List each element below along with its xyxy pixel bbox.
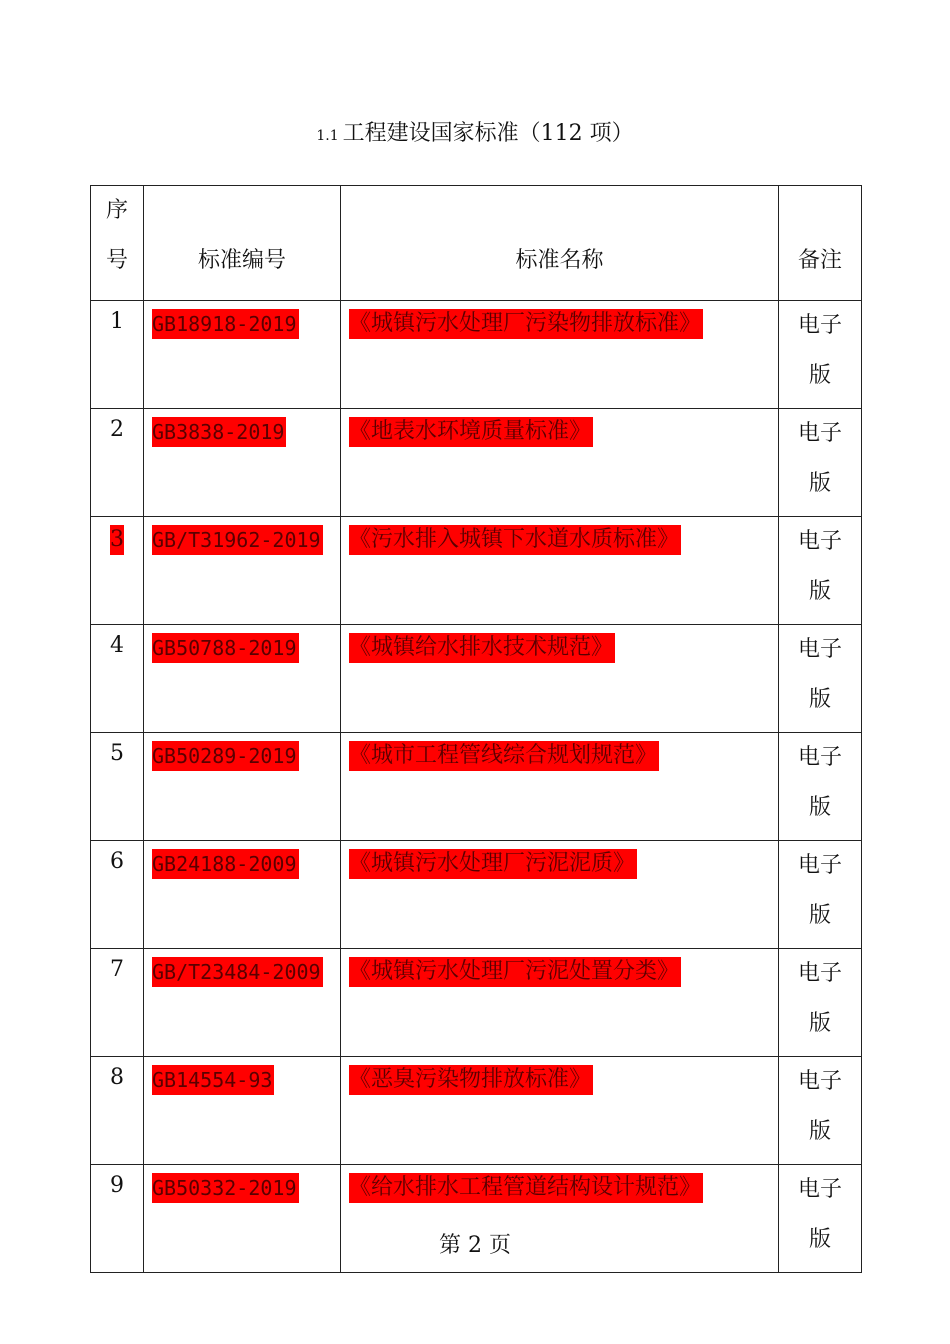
seq-value: 8 bbox=[110, 1065, 124, 1090]
standard-name: 《城镇给水排水技术规范》 bbox=[349, 633, 615, 663]
cell-seq bbox=[91, 301, 144, 409]
header-name-label: 标准名称 bbox=[515, 248, 604, 273]
table-row bbox=[91, 1057, 862, 1165]
seq-value: 4 bbox=[110, 633, 124, 658]
standard-code: GB50332-2019 bbox=[152, 1173, 299, 1203]
cell-seq bbox=[91, 517, 144, 625]
standard-code: GB/T23484-2009 bbox=[152, 957, 323, 987]
cell-seq bbox=[91, 409, 144, 517]
standard-name: 《城镇污水处理厂污泥处置分类》 bbox=[349, 957, 681, 987]
cell-note bbox=[779, 841, 862, 949]
standard-name: 《城镇污水处理厂污染物排放标准》 bbox=[349, 309, 703, 339]
note-value: 电子版 bbox=[797, 637, 842, 712]
cell-code bbox=[144, 625, 341, 733]
cell-note bbox=[779, 1057, 862, 1165]
seq-value: 9 bbox=[110, 1173, 124, 1198]
standard-name: 《城市工程管线综合规划规范》 bbox=[349, 741, 659, 771]
standard-code: GB3838-2019 bbox=[152, 417, 286, 447]
standard-code: GB50788-2019 bbox=[152, 633, 299, 663]
seq-value: 2 bbox=[110, 417, 124, 442]
cell-note bbox=[779, 301, 862, 409]
cell-seq bbox=[91, 949, 144, 1057]
cell-seq bbox=[91, 841, 144, 949]
note-value: 电子版 bbox=[797, 313, 842, 388]
table-row bbox=[91, 841, 862, 949]
cell-name bbox=[341, 517, 779, 625]
table-row bbox=[91, 733, 862, 841]
table-row bbox=[91, 517, 862, 625]
cell-name bbox=[341, 1057, 779, 1165]
note-value: 电子版 bbox=[797, 529, 842, 604]
header-code-label: 标准编号 bbox=[197, 248, 286, 273]
note-value: 电子版 bbox=[797, 745, 842, 820]
cell-note bbox=[779, 949, 862, 1057]
seq-value: 3 bbox=[110, 525, 124, 555]
header-name bbox=[341, 186, 779, 301]
seq-value: 6 bbox=[110, 849, 124, 874]
table-row bbox=[91, 409, 862, 517]
cell-note bbox=[779, 733, 862, 841]
standard-code: GB/T31962-2019 bbox=[152, 525, 323, 555]
note-value: 电子版 bbox=[797, 961, 842, 1036]
note-value: 电子版 bbox=[797, 1177, 842, 1252]
header-seq-label: 序号 bbox=[105, 198, 128, 273]
cell-seq bbox=[91, 733, 144, 841]
section-title bbox=[0, 118, 950, 152]
cell-name bbox=[341, 625, 779, 733]
cell-code bbox=[144, 1057, 341, 1165]
table-row bbox=[91, 949, 862, 1057]
table-header-row bbox=[91, 186, 862, 301]
table-row bbox=[91, 301, 862, 409]
standard-code: GB18918-2019 bbox=[152, 309, 299, 339]
standard-code: GB14554-93 bbox=[152, 1065, 274, 1095]
note-value: 电子版 bbox=[797, 1069, 842, 1144]
cell-seq bbox=[91, 1057, 144, 1165]
standard-name: 《地表水环境质量标准》 bbox=[349, 417, 593, 447]
cell-note bbox=[779, 409, 862, 517]
standards-table bbox=[90, 185, 862, 1273]
cell-code bbox=[144, 409, 341, 517]
section-number: 1.1 bbox=[316, 128, 339, 144]
cell-note bbox=[779, 517, 862, 625]
cell-code bbox=[144, 949, 341, 1057]
cell-name bbox=[341, 733, 779, 841]
cell-code bbox=[144, 517, 341, 625]
seq-value: 1 bbox=[110, 309, 124, 334]
page-footer: 第 2 页 bbox=[439, 1233, 511, 1258]
seq-value: 5 bbox=[110, 741, 124, 766]
header-note bbox=[779, 186, 862, 301]
standard-name: 《城镇污水处理厂污泥泥质》 bbox=[349, 849, 637, 879]
cell-code bbox=[144, 733, 341, 841]
standard-code: GB50289-2019 bbox=[152, 741, 299, 771]
cell-note bbox=[779, 625, 862, 733]
cell-name bbox=[341, 409, 779, 517]
standard-name: 《恶臭污染物排放标准》 bbox=[349, 1065, 593, 1095]
cell-name bbox=[341, 301, 779, 409]
header-seq bbox=[91, 186, 144, 301]
standard-code: GB24188-2009 bbox=[152, 849, 299, 879]
cell-name bbox=[341, 949, 779, 1057]
table-row bbox=[91, 625, 862, 733]
seq-value: 7 bbox=[110, 957, 124, 982]
standard-name: 《污水排入城镇下水道水质标准》 bbox=[349, 525, 681, 555]
header-code bbox=[144, 186, 341, 301]
note-value: 电子版 bbox=[797, 853, 842, 928]
section-title-text: 工程建设国家标准（112 项） bbox=[342, 121, 634, 146]
cell-code bbox=[144, 841, 341, 949]
header-note-label: 备注 bbox=[797, 248, 842, 273]
standard-name: 《给水排水工程管道结构设计规范》 bbox=[349, 1173, 703, 1203]
cell-seq bbox=[91, 625, 144, 733]
cell-code bbox=[144, 301, 341, 409]
cell-name bbox=[341, 841, 779, 949]
note-value: 电子版 bbox=[797, 421, 842, 496]
